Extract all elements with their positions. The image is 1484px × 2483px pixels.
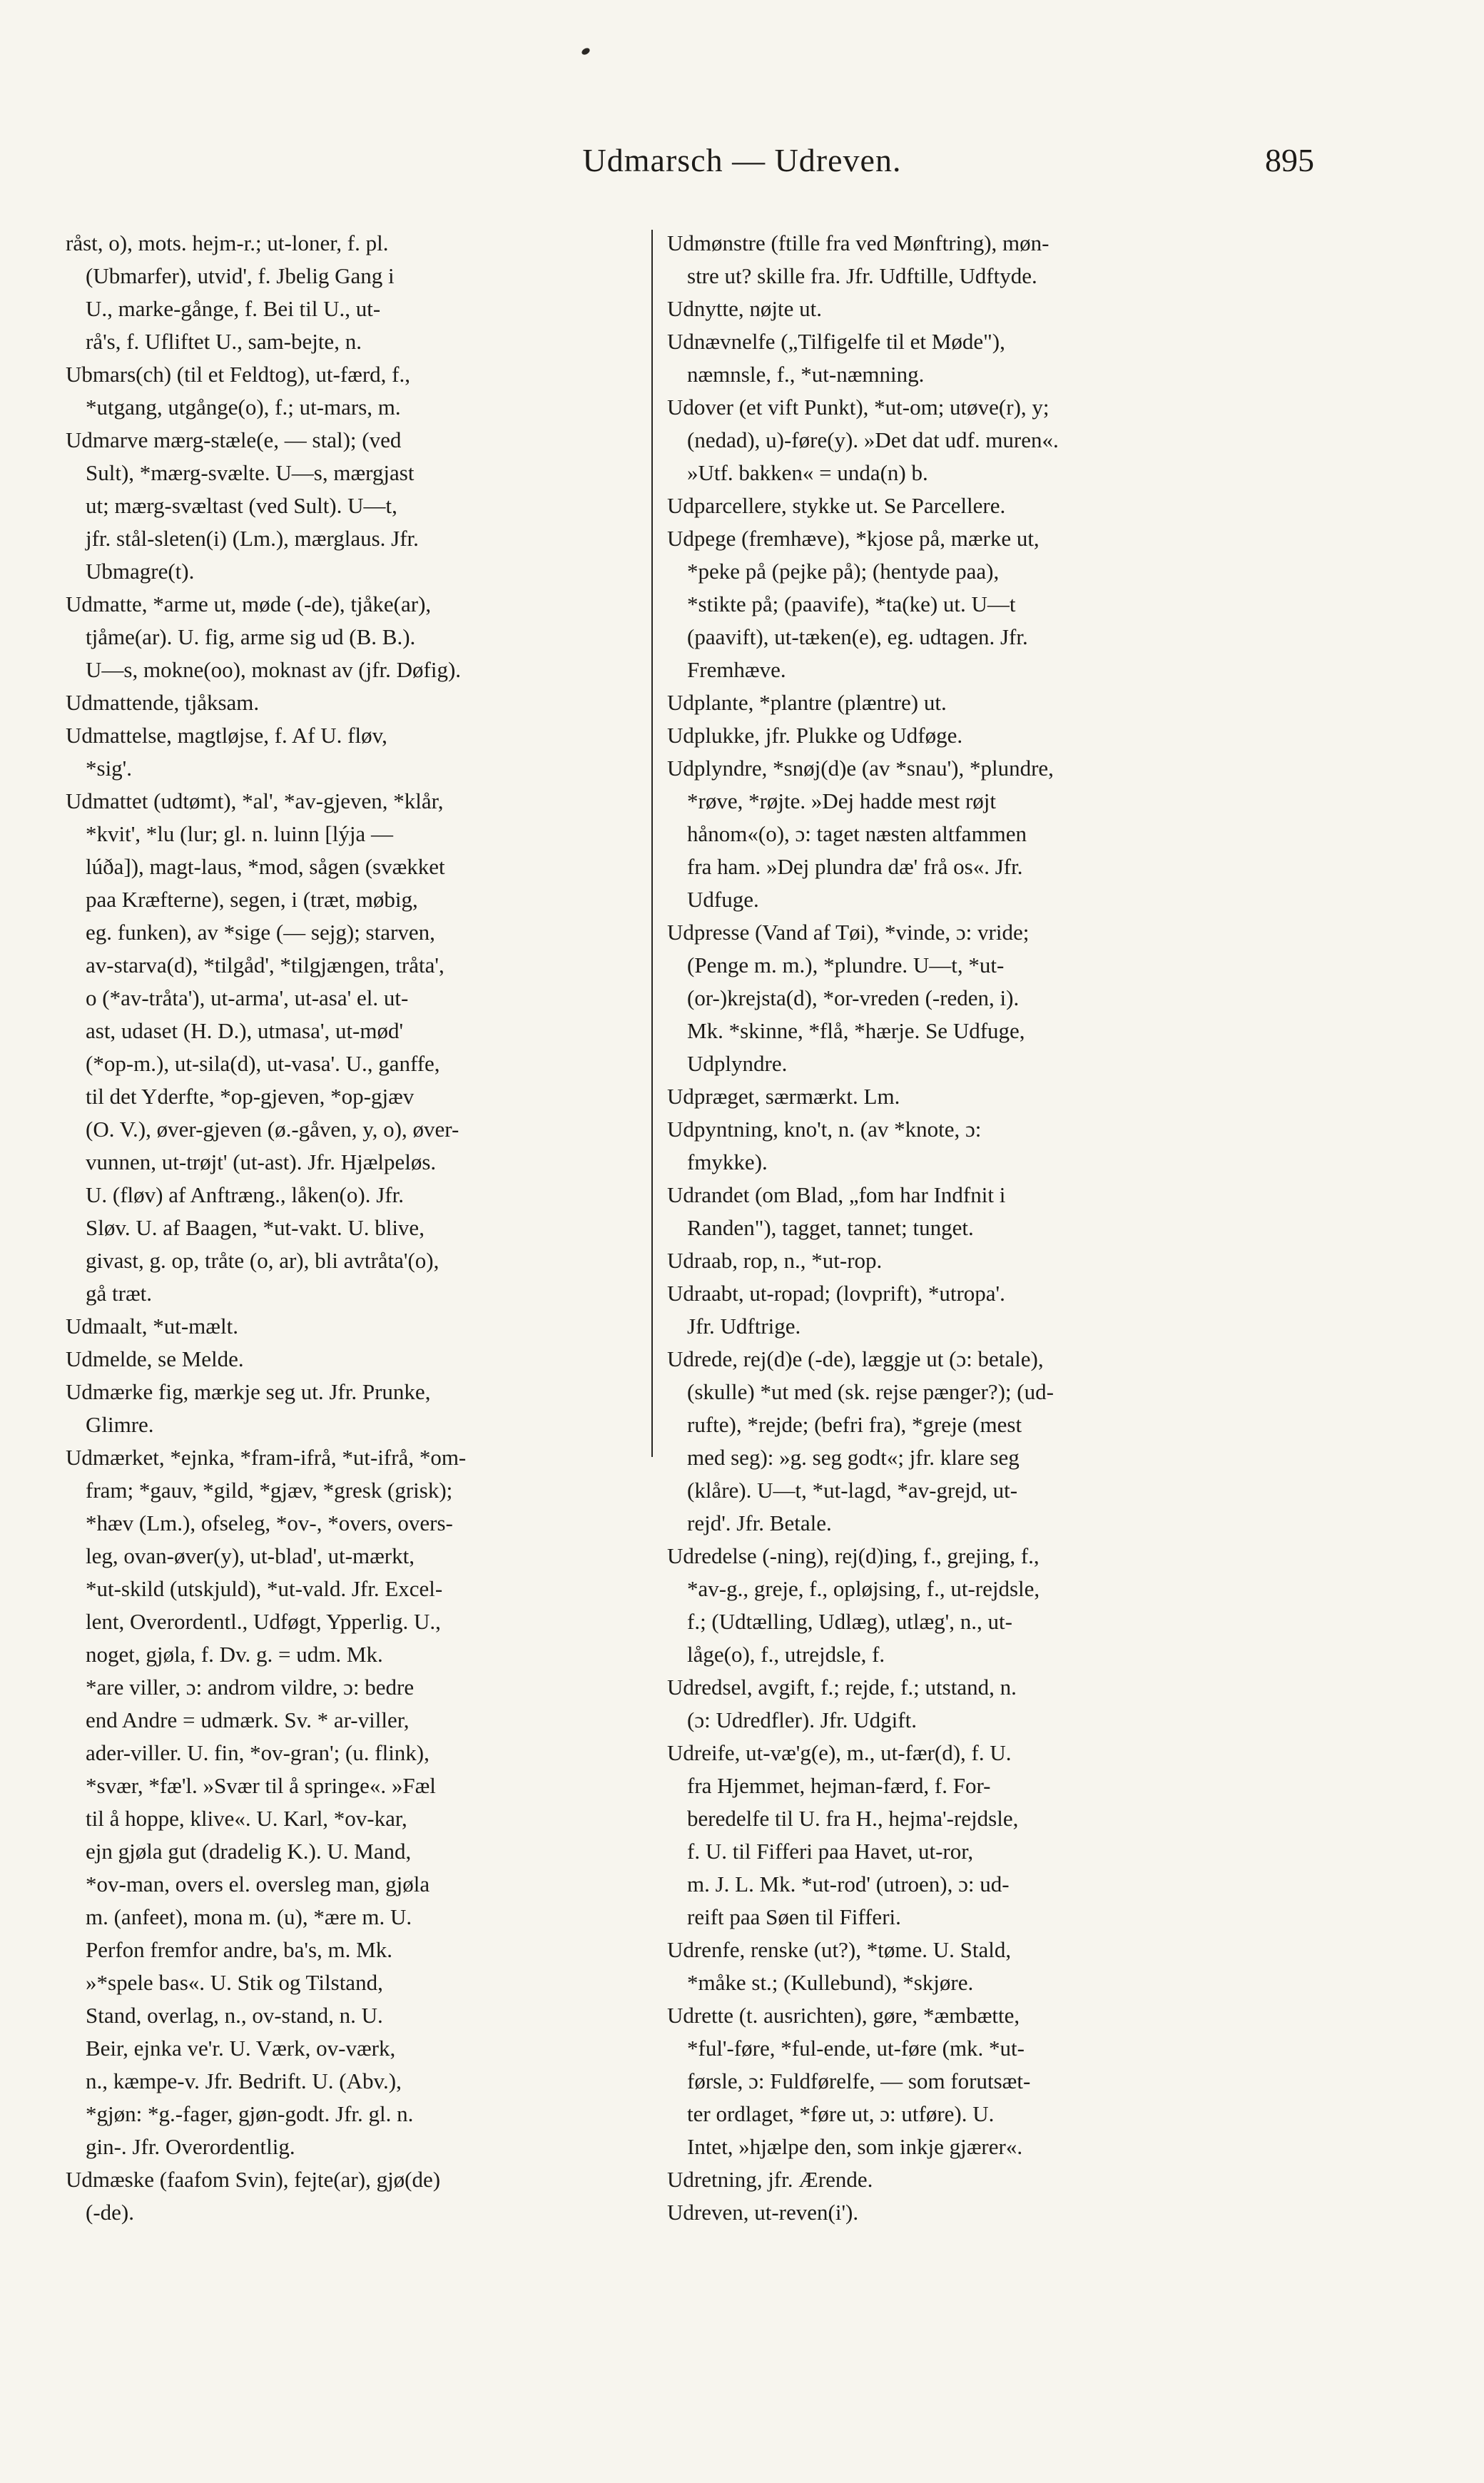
entry-line: rejd'. Jfr. Betale.: [687, 1510, 832, 1535]
dictionary-entry: [66, 227, 661, 358]
entry-line: Udmarve mærg-stæle(e, — stal); (ved: [66, 427, 402, 452]
entry-line: Perfon fremfor andre, ba's, m. Mk.: [86, 1937, 392, 1962]
entry-line: noget, gjøla, f. Dv. g. = udm. Mk.: [86, 1642, 383, 1667]
dictionary-entry: [667, 916, 1295, 1080]
entry-line: til det Yderfte, *op-gjeven, *op-gjæv: [86, 1084, 415, 1109]
dictionary-entry: [66, 588, 661, 686]
dictionary-entry: [66, 1441, 661, 2163]
dictionary-entry: [66, 785, 661, 1310]
entry-line: leg, ovan-øver(y), ut-blad', ut-mærkt,: [86, 1543, 415, 1568]
entry-line: til å hoppe, klive«. U. Karl, *ov-kar,: [86, 1806, 407, 1831]
entry-line: ader-viller. U. fin, *ov-gran'; (u. flink),: [86, 1740, 430, 1765]
entry-line: Udreven, ut-reven(i').: [667, 2200, 859, 2225]
entry-line: U., marke-gånge, f. Bei til U., ut-: [86, 296, 381, 321]
entry-line: Ubmars(ch) (til et Feldtog), ut-færd, f.,: [66, 362, 410, 387]
entry-line: (*op-m.), ut-sila(d), ut-vasa'. U., ganffe,: [86, 1051, 440, 1076]
entry-line: Udplukke, jfr. Plukke og Udføge.: [667, 723, 963, 748]
entry-line: Udpræget, særmærkt. Lm.: [667, 1084, 900, 1109]
entry-line: Mk. *skinne, *flå, *hærje. Se Udfuge,: [687, 1018, 1025, 1043]
right-column: [667, 227, 1295, 2229]
entry-line: (paavift), ut-tæken(e), eg. udtagen. Jfr.: [687, 624, 1028, 649]
entry-line: Udredsel, avgift, f.; rejde, f.; utstand, n.: [667, 1675, 1017, 1700]
entry-line: o (*av-tråta'), ut-arma', ut-asa' el. ut-: [86, 985, 409, 1010]
entry-line: *sig'.: [86, 756, 133, 781]
entry-line: Glimre.: [86, 1412, 154, 1437]
dictionary-entry: [66, 1343, 661, 1376]
entry-line: Udmattende, tjåksam.: [66, 690, 260, 715]
entry-line: Sult), *mærg-svælte. U—s, mærgjast: [86, 460, 415, 485]
entry-line: jfr. stål-sleten(i) (Lm.), mærglaus. Jfr.: [86, 526, 419, 551]
entry-line: gin-. Jfr. Overordentlig.: [86, 2134, 295, 2159]
entry-line: ut; mærg-svæltast (ved Sult). U—t,: [86, 493, 397, 518]
entry-line: Udnævnelfe („Tilfigelfe til et Møde"),: [667, 329, 1005, 354]
dictionary-entry: [66, 1310, 661, 1343]
entry-line: Udover (et vift Punkt), *ut-om; utøve(r), y;: [667, 395, 1050, 420]
dictionary-entry: [667, 522, 1295, 686]
running-header: [0, 141, 1484, 184]
entry-line: givast, g. op, tråte (o, ar), bli avtråta'(o),: [86, 1248, 439, 1273]
entry-line: Udmæske (faafom Svin), fejte(ar), gjø(de): [66, 2167, 441, 2192]
dictionary-entry: [667, 1080, 1295, 1113]
entry-line: fram; *gauv, *gild, *gjæv, *gresk (grisk);: [86, 1478, 453, 1503]
entry-line: m. (anfeet), mona m. (u), *ære m. U.: [86, 1904, 412, 1929]
entry-line: f.; (Udtælling, Udlæg), utlæg', n., ut-: [687, 1609, 1012, 1634]
entry-line: Udfuge.: [687, 887, 759, 912]
entry-line: f. U. til Fifferi paa Havet, ut-ror,: [687, 1839, 974, 1864]
entry-line: *peke på (pejke på); (hentyde paa),: [687, 559, 1000, 584]
dictionary-entry: [667, 1244, 1295, 1277]
left-column: [66, 227, 661, 2229]
entry-line: Udplante, *plantre (plæntre) ut.: [667, 690, 947, 715]
entry-line: av-starva(d), *tilgåd', *tilgjængen, tråta',: [86, 953, 444, 978]
dictionary-entry: [667, 1671, 1295, 1737]
entry-line: paa Kræfterne), segen, i (træt, møbig,: [86, 887, 418, 912]
entry-line: eg. funken), av *sige (— sejg); starven,: [86, 920, 435, 945]
entry-line: Udpege (fremhæve), *kjose på, mærke ut,: [667, 526, 1040, 551]
entry-line: beredelfe til U. fra H., hejma'-rejdsle,: [687, 1806, 1019, 1831]
entry-line: Udmattet (udtømt), *al', *av-gjeven, *klår,: [66, 788, 444, 813]
dictionary-entry: [667, 686, 1295, 719]
entry-line: Beir, ejnka ve'r. U. Værk, ov-værk,: [86, 2036, 396, 2061]
dictionary-entry: [667, 2163, 1295, 2196]
entry-line: Fremhæve.: [687, 657, 786, 682]
entry-line: Stand, overlag, n., ov-stand, n. U.: [86, 2003, 383, 2028]
entry-line: ast, udaset (H. D.), utmasa', ut-mød': [86, 1018, 404, 1043]
dictionary-entry: [66, 1376, 661, 1441]
dictionary-entry: [667, 1113, 1295, 1179]
dictionary-entry: [667, 293, 1295, 325]
entry-line: rå's, f. Ufliftet U., sam-bejte, n.: [86, 329, 362, 354]
dictionary-entry: [667, 752, 1295, 916]
entry-line: (nedad), u)-føre(y). »Det dat udf. muren«.: [687, 427, 1059, 452]
entry-line: *ut-skild (utskjuld), *ut-vald. Jfr. Excel-: [86, 1576, 443, 1601]
entry-line: Udplyndre, *snøj(d)e (av *snau'), *plundre,: [667, 756, 1054, 781]
entry-line: rufte), *rejde; (befri fra), *greje (mest: [687, 1412, 1022, 1437]
entry-line: tjåme(ar). U. fig, arme sig ud (B. B.).: [86, 624, 416, 649]
page-number: 895: [1265, 142, 1314, 178]
entry-line: ejn gjøla gut (dradelig K.). U. Mand,: [86, 1839, 412, 1864]
entry-line: fra Hjemmet, hejman-færd, f. For-: [687, 1773, 991, 1798]
entry-line: Ubmagre(t).: [86, 559, 195, 584]
entry-line: vunnen, ut-trøjt' (ut-ast). Jfr. Hjælpeløs.: [86, 1149, 437, 1174]
entry-line: Udpresse (Vand af Tøi), *vinde, ɔ: vride;: [667, 920, 1030, 945]
dictionary-entry: [667, 391, 1295, 489]
entry-line: Udmærke fig, mærkje seg ut. Jfr. Prunke,: [66, 1379, 431, 1404]
entry-line: Udreife, ut-væ'g(e), m., ut-fær(d), f. U.: [667, 1740, 1012, 1765]
entry-line: Udrandet (om Blad, „fom har Indfnit i: [667, 1182, 1006, 1207]
entry-line: Udretning, jfr. Ærende.: [667, 2167, 873, 2192]
entry-line: Udmønstre (ftille fra ved Mønftring), møn-: [667, 230, 1050, 255]
dictionary-entry: [667, 227, 1295, 293]
entry-line: stre ut? skille fra. Jfr. Udftille, Udftyde.: [687, 263, 1037, 288]
entry-line: »*spele bas«. U. Stik og Tilstand,: [86, 1970, 383, 1995]
entry-line: *ov-man, overs el. oversleg man, gjøla: [86, 1872, 430, 1896]
entry-line: (O. V.), øver-gjeven (ø.-gåven, y, o), øver-: [86, 1117, 459, 1142]
entry-line: *måke st.; (Kullebund), *skjøre.: [687, 1970, 974, 1995]
entry-line: med seg): »g. seg godt«; jfr. klare seg: [687, 1445, 1020, 1470]
entry-line: førsle, ɔ: Fuldførelfe, — som forutsæt-: [687, 2068, 1031, 2093]
entry-line: Udpyntning, kno't, n. (av *knote, ɔ:: [667, 1117, 982, 1142]
entry-line: Intet, »hjælpe den, som inkje gjærer«.: [687, 2134, 1023, 2159]
entry-line: Udparcellere, stykke ut. Se Parcellere.: [667, 493, 1006, 518]
entry-line: (klåre). U—t, *ut-lagd, *av-grejd, ut-: [687, 1478, 1018, 1503]
dictionary-entry: [66, 358, 661, 424]
entry-line: Randen"), tagget, tannet; tunget.: [687, 1215, 974, 1240]
entry-line: fra ham. »Dej plundra dæ' frå os«. Jfr.: [687, 854, 1023, 879]
entry-line: gå træt.: [86, 1281, 152, 1306]
dictionary-entry: [66, 719, 661, 785]
dictionary-entry: [667, 719, 1295, 752]
entry-line: Udrede, rej(d)e (-de), læggje ut (ɔ: betale),: [667, 1346, 1044, 1371]
entry-line: næmnsle, f., *ut-næmning.: [687, 362, 925, 387]
dictionary-entry: [667, 1179, 1295, 1244]
dictionary-entry: [667, 1934, 1295, 1999]
entry-line: n., kæmpe-v. Jfr. Bedrift. U. (Abv.),: [86, 2068, 402, 2093]
entry-line: *røve, *røjte. »Dej hadde mest røjt: [687, 788, 997, 813]
entry-line: (skulle) *ut med (sk. rejse pænger?); (ud-: [687, 1379, 1054, 1404]
entry-line: Udmaalt, *ut-mælt.: [66, 1314, 238, 1339]
entry-line: lent, Overordentl., Udføgt, Ypperlig. U.,: [86, 1609, 441, 1634]
entry-line: *kvit', *lu (lur; gl. n. luinn [lýja —: [86, 821, 393, 846]
entry-line: (or-)krejsta(d), *or-vreden (-reden, i).: [687, 985, 1020, 1010]
entry-line: U—s, mokne(oo), moknast av (jfr. Døfig).: [86, 657, 462, 682]
entry-line: Udnytte, nøjte ut.: [667, 296, 822, 321]
entry-line: end Andre = udmærk. Sv. * ar-viller,: [86, 1707, 410, 1732]
entry-line: *svær, *fæ'l. »Svær til å springe«. »Fæl: [86, 1773, 436, 1798]
entry-line: Sløv. U. af Baagen, *ut-vakt. U. blive,: [86, 1215, 425, 1240]
entry-line: *ful'-føre, *ful-ende, ut-føre (mk. *ut-: [687, 2036, 1025, 2061]
dictionary-entry: [66, 2163, 661, 2229]
entry-line: U. (fløv) af Anftræng., låken(o). Jfr.: [86, 1182, 404, 1207]
column-divider: [651, 230, 653, 1457]
entry-line: *stikte på; (paavife), *ta(ke) ut. U—t: [687, 591, 1016, 616]
entry-line: *utgang, utgånge(o), f.; ut-mars, m.: [86, 395, 401, 420]
dictionary-entry: [667, 1737, 1295, 1934]
entry-line: (Ubmarfer), utvid', f. Jbelig Gang i: [86, 263, 395, 288]
entry-line: fmykke).: [687, 1149, 768, 1174]
entry-line: (Penge m. m.), *plundre. U—t, *ut-: [687, 953, 1005, 978]
dictionary-entry: [667, 2196, 1295, 2229]
entry-line: Udrenfe, renske (ut?), *tøme. U. Stald,: [667, 1937, 1012, 1962]
entry-line: *are viller, ɔ: androm vildre, ɔ: bedre: [86, 1675, 415, 1700]
dictionary-entry: [66, 686, 661, 719]
entry-line: låge(o), f., utrejdsle, f.: [687, 1642, 885, 1667]
entry-line: *gjøn: *g.-fager, gjøn-godt. Jfr. gl. n.: [86, 2101, 414, 2126]
dictionary-entry: [667, 1277, 1295, 1343]
entry-line: »Utf. bakken« = unda(n) b.: [687, 460, 928, 485]
entry-line: (ɔ: Udredfler). Jfr. Udgift.: [687, 1707, 917, 1732]
entry-line: reift paa Søen til Fifferi.: [687, 1904, 901, 1929]
dictionary-entry: [667, 489, 1295, 522]
dictionary-entry: [667, 1343, 1295, 1540]
entry-line: *av-g., greje, f., opløjsing, f., ut-rejdsle,: [687, 1576, 1040, 1601]
entry-line: Udmattelse, magtløjse, f. Af U. fløv,: [66, 723, 387, 748]
entry-line: Udmærket, *ejnka, *fram-ifrå, *ut-ifrå, *om-: [66, 1445, 467, 1470]
entry-line: Udraab, rop, n., *ut-rop.: [667, 1248, 883, 1273]
dictionary-entry: [667, 1999, 1295, 2163]
entry-line: ter ordlaget, *føre ut, ɔ: utføre). U.: [687, 2101, 995, 2126]
entry-line: m. J. L. Mk. *ut-rod' (utroen), ɔ: ud-: [687, 1872, 1010, 1896]
entry-line: Udrette (t. ausrichten), gøre, *æmbætte,: [667, 2003, 1020, 2028]
entry-line: *hæv (Lm.), ofseleg, *ov-, *overs, overs-: [86, 1510, 453, 1535]
entry-line: hånom«(o), ɔ: taget næsten altfammen: [687, 821, 1027, 846]
entry-line: Udmatte, *arme ut, møde (-de), tjåke(ar),: [66, 591, 432, 616]
dictionary-entry: [667, 1540, 1295, 1671]
ink-smudge: [581, 47, 591, 56]
dictionary-entry: [66, 424, 661, 588]
dictionary-entry: [667, 325, 1295, 391]
entry-line: lúða]), magt-laus, *mod, sågen (svækket: [86, 854, 445, 879]
entry-line: Udredelse (-ning), rej(d)ing, f., grejing, f.,: [667, 1543, 1040, 1568]
entry-line: Udplyndre.: [687, 1051, 788, 1076]
entry-line: (-de).: [86, 2200, 134, 2225]
page-title: Udmarsch — Udreven.: [582, 142, 902, 178]
entry-line: Udraabt, ut-ropad; (lovprift), *utropa'.: [667, 1281, 1005, 1306]
entry-line: Udmelde, se Melde.: [66, 1346, 244, 1371]
entry-line: Jfr. Udftrige.: [687, 1314, 801, 1339]
entry-line: råst, o), mots. hejm-r.; ut-loner, f. pl.: [66, 230, 389, 255]
